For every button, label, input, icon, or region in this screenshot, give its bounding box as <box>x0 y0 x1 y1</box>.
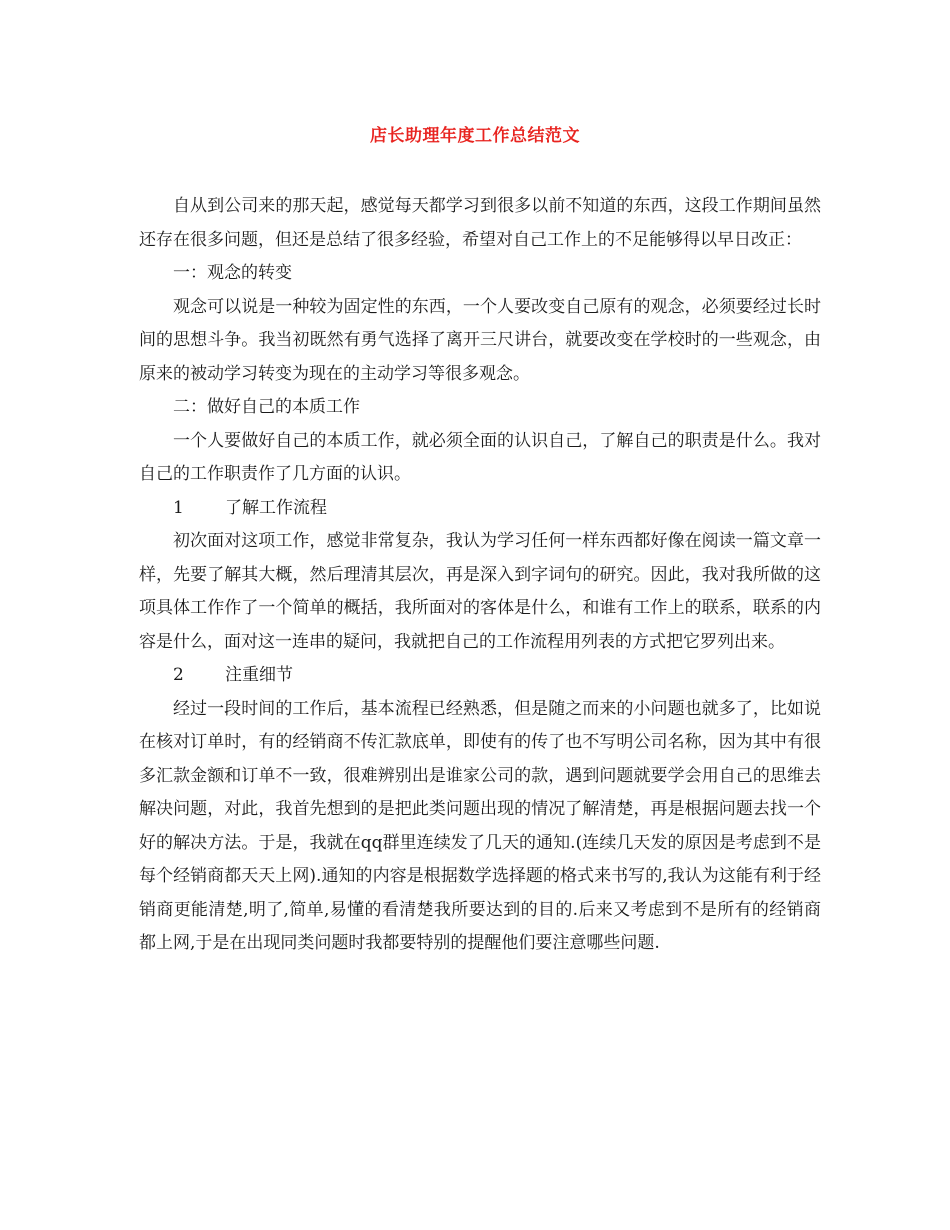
section-paragraph-concept-change: 观念可以说是一种较为固定性的东西，一个人要改变自己原有的观念，必须要经过长时间的思想斗争。我当初既然有勇气选择了离开三尺讲台，就要改变在学校时的一些观念，由原来的被动学习转变为现在的主动学习等很多观念。 <box>139 296 821 384</box>
subsection-title: 了解工作流程 <box>225 497 327 518</box>
subsection-number: 1 <box>173 497 184 518</box>
intro-paragraph: 自从到公司来的那天起，感觉每天都学习到很多以前不知道的东西，这段工作期间虽然还存在很多问题，但还是总结了很多经验，希望对自己工作上的不足能够得以早日改正： <box>139 196 821 250</box>
document-title: 店长助理年度工作总结范文 <box>370 126 580 146</box>
section-heading-essential-work: 二：做好自己的本质工作 <box>173 397 360 417</box>
subsection-heading-workflow <box>139 492 821 526</box>
section-heading-concept-change: 一：观念的转变 <box>173 263 292 283</box>
subsection-number: 2 <box>173 665 184 685</box>
subsection-heading-details <box>139 659 821 693</box>
subsection-paragraph-details: 经过一段时间的工作后，基本流程已经熟悉，但是随之而来的小问题也就多了，比如说在核对订单时，有的经销商不传汇款底单，即使有的传了也不写明公司名称，因为其中有很多汇款金额和订单不一致，很难辨别出是谁家公司的款，遇到问题就要学会用自己的思维去解决问题，对此，我首先想到的是把此类问题出现的情况了解清楚，再是根据问题去找一个好的解决方法。于是，我就在qq群里连续发了几天的通知.(连续几天发的原因是考虑到不是每个经销商都天天上网).通知的内容是根据数学选择题的格式来书写的,我认为这能有利于经销商更能清楚,明了,简单,易懂的看清楚我所要达到的目的.后来又考虑到不是所有的经销商都上网,于是在出现同类问题时我都要特别的提醒他们要注意哪些问题. <box>139 698 821 953</box>
subsection-paragraph-workflow: 初次面对这项工作，感觉非常复杂，我认为学习任何一样东西都好像在阅读一篇文章一样，先要了解其大概，然后理清其层次，再是深入到字词句的研究。因此，我对我所做的这项具体工作作了一个简单的概括，我所面对的客体是什么，和谁有工作上的联系，联系的内容是什么，面对这一连串的疑问，我就把自己的工作流程用列表的方式把它罗列出来。 <box>139 531 821 652</box>
document-body <box>139 190 821 961</box>
section-paragraph-essential-work: 一个人要做好自己的本质工作，就必须全面的认识自己，了解自己的职责是什么。我对自己的工作职责作了几方面的认识。 <box>139 430 821 484</box>
subsection-title: 注重细节 <box>225 665 293 685</box>
